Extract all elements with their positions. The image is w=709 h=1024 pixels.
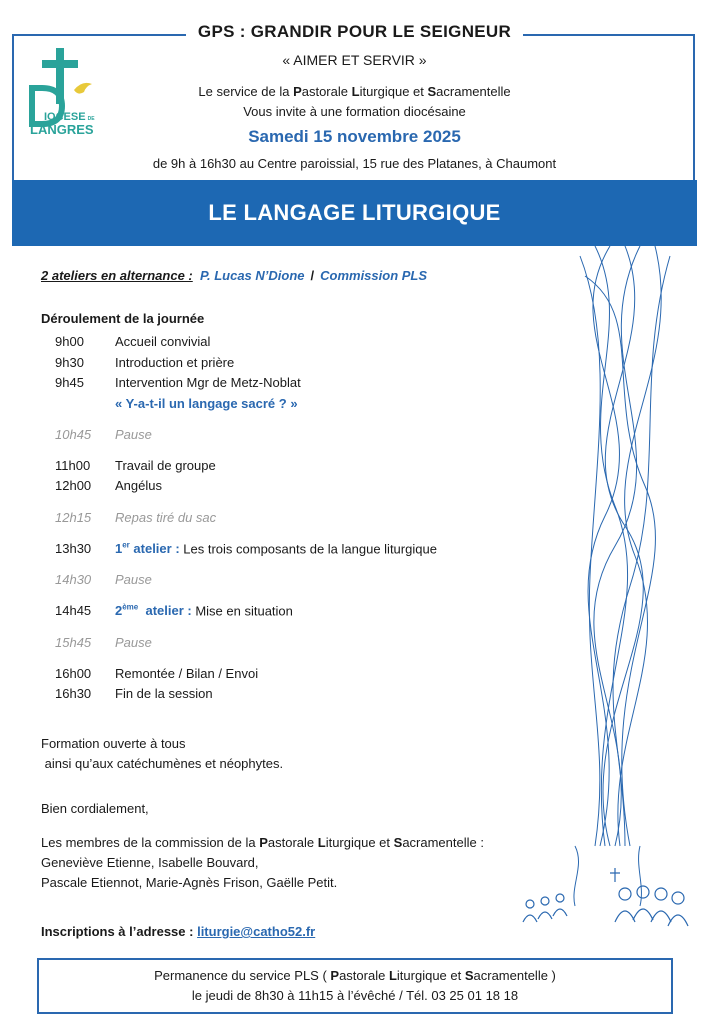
people-icon [523, 886, 688, 926]
invite-line-1: Le service de la Pastorale Liturgique et Sacramentelle [198, 84, 511, 99]
logo-line1: IOCESE DE [44, 111, 95, 123]
page-title: GPS : GRANDIR POUR LE SEIGNEUR [0, 22, 709, 42]
event-date: Samedi 15 novembre 2025 [248, 127, 461, 146]
inscriptions: Inscriptions à l’adresse : liturgie@catho52.fr [41, 924, 316, 939]
programme-item: 9h00 Accueil convivial [55, 334, 211, 349]
programme-atelier-1: 13h30 1er atelier : Les trois composants de la langue liturgique [55, 541, 437, 557]
cross-horizontal [42, 60, 78, 68]
programme-item: 9h45 Intervention Mgr de Metz-Noblat [55, 375, 301, 390]
subtitle: « AIMER ET SERVIR » [282, 52, 427, 68]
programme-title: Déroulement de la journée [41, 311, 205, 326]
invite-line-2: Vous invite à une formation diocésaine [243, 104, 466, 119]
programme-item: 9h30 Introduction et prière [55, 355, 235, 370]
event-location: de 9h à 16h30 au Centre paroissial, 15 rue des Platanes, à Chaumont [152, 156, 557, 171]
conference-quote: « Y-a-t-il un langage sacré ? » [115, 396, 298, 411]
small-cross-icon [610, 868, 620, 882]
programme-item: 16h00 Remontée / Bilan / Envoi [55, 666, 259, 681]
open-to-all: Formation ouverte à tous ainsi qu’aux catéchumènes et néophytes. [41, 736, 284, 771]
footer-line-2: le jeudi de 8h30 à 11h15 à l’évêché / Tél. 03 25 01 18 18 [191, 988, 519, 1003]
programme-pause: 12h15 Repas tiré du sac [55, 510, 217, 525]
programme-atelier-2: 14h45 2ème atelier : Mise en situation [55, 603, 293, 619]
members: Les membres de la commission de la Pastorale Liturgique et Sacramentelle : Geneviève Etienne, Isabelle Bouvard, Pascale Etiennot, Marie-Agnès Frison, Gaëlle Petit. [41, 835, 484, 890]
footer-box [37, 958, 673, 1014]
programme-item: 16h30 Fin de la session [55, 686, 213, 701]
programme-pause: 10h45 Pause [55, 427, 152, 442]
programme-pause: 14h30 Pause [55, 572, 152, 587]
footer-line-1: Permanence du service PLS ( Pastorale Liturgique et Sacramentelle ) [154, 968, 556, 983]
banner-title: LE LANGAGE LITURGIQUE [12, 180, 697, 246]
ateliers-line: 2 ateliers en alternance : P. Lucas N’Dione / Commission PLS [41, 268, 428, 283]
email-link[interactable]: liturgie@catho52.fr [197, 924, 316, 939]
decorative-lines-illustration [515, 246, 695, 936]
greeting: Bien cordialement, [41, 801, 149, 816]
programme-item: 11h00 Travail de groupe [55, 458, 216, 473]
programme-item: 12h00 Angélus [55, 478, 162, 493]
programme-pause: 15h45 Pause [55, 635, 152, 650]
logo-line2: LANGRES [30, 122, 94, 137]
